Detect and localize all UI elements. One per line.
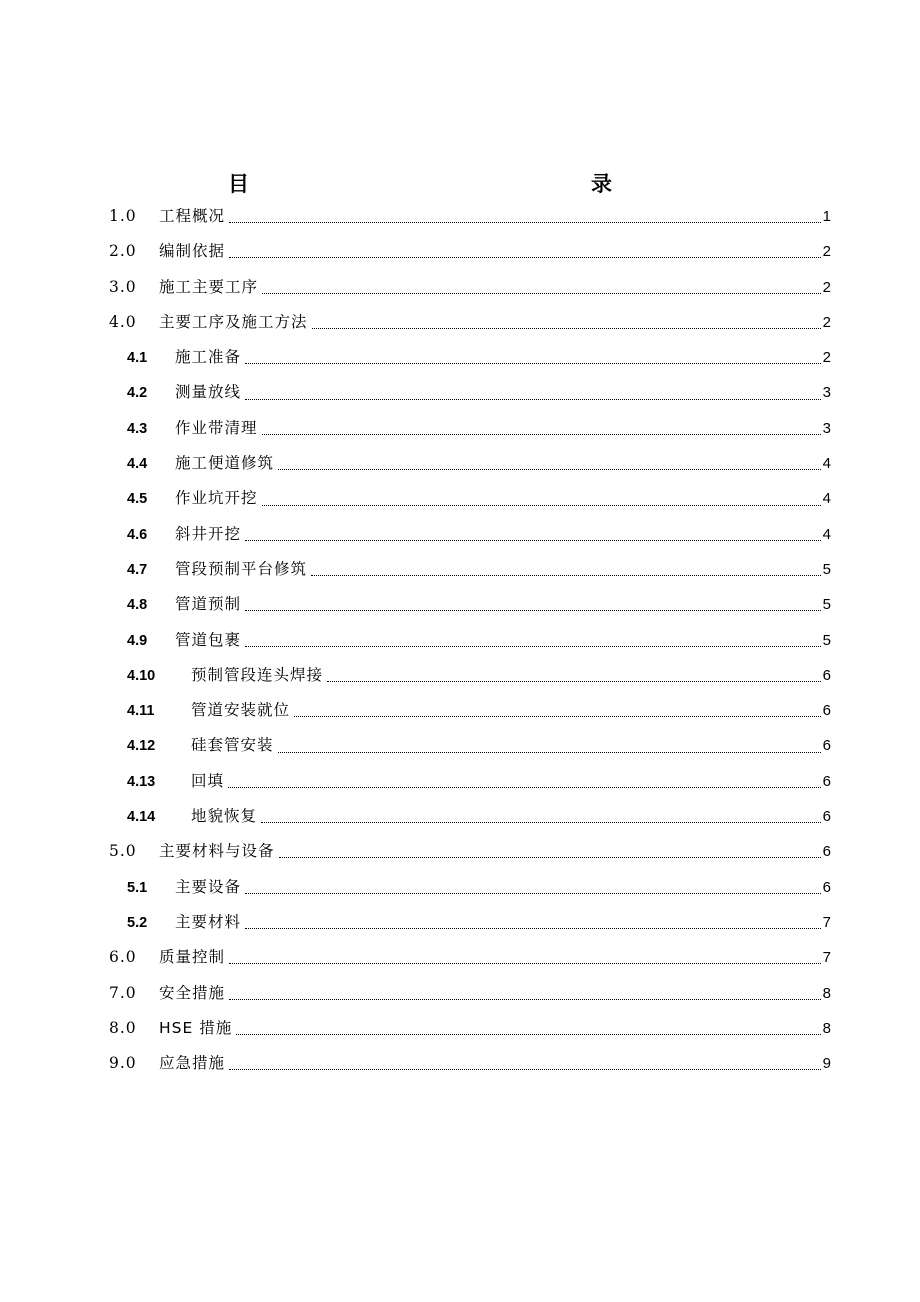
toc-entry[interactable] [109,1011,831,1046]
toc-entry-page: 6 [822,808,831,826]
toc-dot-leader [229,1069,821,1070]
toc-entry-page: 7 [822,949,831,967]
toc-entry[interactable] [109,587,831,622]
toc-entry[interactable] [109,834,831,869]
toc-dot-leader [294,716,821,717]
toc-entry-label: 主要材料 [175,912,242,931]
toc-entry-label: 作业带清理 [175,418,258,437]
toc-entry-number: 4.12 [127,738,156,755]
toc-dot-leader [311,575,821,576]
toc-entry-number: 4.1 [127,350,148,367]
toc-entry[interactable] [109,799,831,834]
toc-entry-page: 3 [822,419,831,437]
toc-entry-number: 7.0 [109,983,137,1002]
toc-entry[interactable] [109,764,831,799]
toc-entry-number: 4.3 [127,420,148,437]
toc-entry[interactable] [109,940,831,975]
toc-entry-number: 4.7 [127,561,148,578]
toc-entry-number: 4.10 [127,667,156,684]
toc-dot-leader [229,222,821,223]
toc-entry-number: 4.4 [127,456,148,473]
toc-entry-page: 6 [822,878,831,896]
toc-entry-label: 硅套管安装 [191,736,274,755]
toc-entry[interactable] [109,305,831,340]
toc-entry-page: 6 [822,772,831,790]
toc-entry-page: 9 [822,1055,831,1073]
toc-dot-leader [245,399,821,400]
toc-entry[interactable] [109,517,831,552]
toc-entry-label: 质量控制 [159,948,226,967]
toc-entry-page: 2 [822,313,831,331]
toc-entry-number: 9.0 [109,1054,137,1073]
toc-entry-page: 5 [822,560,831,578]
toc-entry[interactable] [109,411,831,446]
toc-entry-page: 8 [822,984,831,1002]
toc-dot-leader [261,822,821,823]
toc-entry-label: HSE 措施 [159,1018,233,1037]
toc-entry-label: 主要材料与设备 [159,842,275,861]
toc-entry-label: 管段预制平台修筑 [175,559,308,578]
toc-dot-leader [278,752,821,753]
toc-entry-page: 4 [822,455,831,473]
toc-dot-leader [245,610,821,611]
toc-entry[interactable] [109,1046,831,1081]
table-of-contents [109,199,831,1081]
toc-entry[interactable] [109,234,831,269]
toc-entry[interactable] [109,658,831,693]
toc-dot-leader [262,293,821,294]
toc-entry-page: 2 [822,243,831,261]
toc-entry-label: 施工便道修筑 [175,454,275,473]
toc-entry[interactable] [109,552,831,587]
toc-entry[interactable] [109,481,831,516]
toc-dot-leader [236,1034,820,1035]
toc-entry-number: 5.2 [127,914,148,931]
toc-entry-number: 4.9 [127,632,148,649]
toc-entry[interactable] [109,446,831,481]
toc-entry-number: 4.0 [109,312,137,331]
toc-dot-leader [229,257,821,258]
toc-entry-page: 6 [822,666,831,684]
toc-dot-leader [245,540,821,541]
toc-entry-label: 主要设备 [175,877,242,896]
toc-entry[interactable] [109,870,831,905]
toc-entry-number: 4.11 [127,703,155,720]
toc-entry-label: 测量放线 [175,383,242,402]
toc-dot-leader [245,363,821,364]
toc-entry-page: 6 [822,843,831,861]
toc-entry[interactable] [109,270,831,305]
toc-dot-leader [262,434,821,435]
toc-entry-page: 7 [822,913,831,931]
toc-dot-leader [228,787,821,788]
toc-entry[interactable] [109,623,831,658]
toc-entry-page: 8 [822,1019,831,1037]
toc-entry-page: 4 [822,525,831,543]
toc-entry-label: 安全措施 [159,983,226,1002]
toc-dot-leader [278,469,821,470]
toc-entry-page: 3 [822,384,831,402]
toc-dot-leader [245,646,821,647]
toc-entry-label: 作业坑开挖 [175,489,258,508]
toc-entry-label: 管道安装就位 [191,701,291,720]
toc-entry[interactable] [109,340,831,375]
toc-entry-label: 施工主要工序 [159,277,259,296]
toc-entry-page: 5 [822,596,831,614]
toc-entry-label: 工程概况 [159,207,226,225]
toc-entry-label: 管道包裹 [175,630,242,649]
toc-entry-label: 斜井开挖 [175,524,242,543]
toc-entry[interactable] [109,976,831,1011]
toc-entry-label: 回填 [191,771,225,790]
toc-dot-leader [279,857,821,858]
toc-entry[interactable] [109,199,831,234]
toc-entry[interactable] [109,905,831,940]
toc-entry-label: 编制依据 [159,242,226,261]
toc-entry-number: 6.0 [109,948,137,967]
toc-entry-number: 4.2 [127,385,148,402]
toc-dot-leader [245,928,821,929]
toc-entry-label: 地貌恢复 [191,807,258,826]
toc-entry-number: 8.0 [109,1018,137,1037]
toc-entry-label: 管道预制 [175,595,242,614]
toc-entry-page: 1 [822,208,831,225]
toc-entry[interactable] [109,693,831,728]
toc-entry-page: 6 [822,702,831,720]
toc-entry-label: 主要工序及施工方法 [159,312,308,331]
toc-entry[interactable] [109,728,831,763]
toc-entry-number: 1.0 [109,207,137,225]
toc-dot-leader [245,893,821,894]
toc-entry-number: 4.14 [127,809,156,826]
toc-entry-number: 3.0 [109,277,137,296]
toc-entry-number: 5.1 [127,879,148,896]
toc-dot-leader [327,681,821,682]
toc-dot-leader [312,328,821,329]
toc-entry-number: 4.6 [127,526,148,543]
toc-dot-leader [229,963,821,964]
toc-dot-leader [229,999,821,1000]
toc-entry-number: 2.0 [109,242,137,261]
toc-entry-number: 4.8 [127,597,148,614]
toc-entry-page: 6 [822,737,831,755]
toc-dot-leader [262,505,821,506]
toc-entry-page: 4 [822,490,831,508]
toc-entry-number: 4.13 [127,773,156,790]
toc-entry-page: 5 [822,631,831,649]
toc-entry-label: 应急措施 [159,1054,226,1073]
page-title: 目 录 [228,172,712,196]
toc-entry-number: 5.0 [109,842,137,861]
toc-entry-label: 施工准备 [175,348,242,367]
toc-entry[interactable] [109,375,831,410]
toc-entry-page: 2 [822,349,831,367]
toc-entry-number: 4.5 [127,491,148,508]
toc-entry-label: 预制管段连头焊接 [191,665,324,684]
toc-entry-page: 2 [822,278,831,296]
